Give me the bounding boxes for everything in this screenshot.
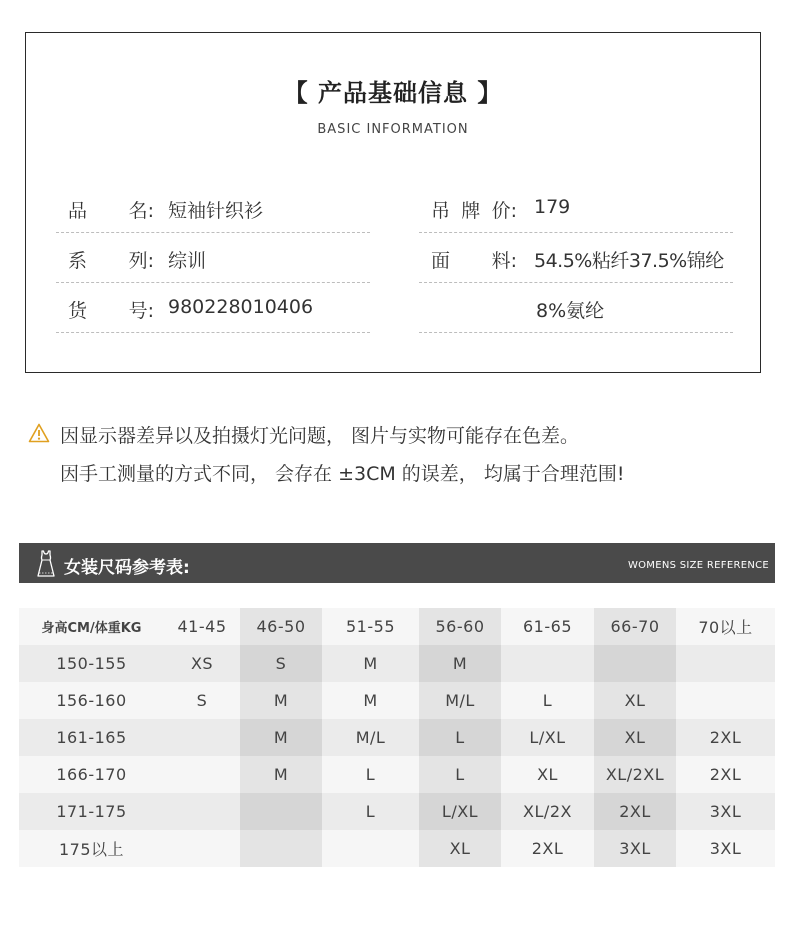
size-cell	[240, 793, 322, 830]
height-cell: 171-175	[19, 793, 164, 830]
height-cell: 175以上	[19, 830, 164, 867]
info-row-fabric	[419, 233, 733, 283]
size-cell: XL/2X	[501, 793, 594, 830]
size-cell: M	[419, 645, 501, 682]
size-cell	[676, 645, 775, 682]
table-row	[19, 719, 775, 756]
size-chart-subtitle: WOMENS SIZE REFERENCE	[627, 560, 769, 571]
weight-header: 41-45	[164, 608, 240, 645]
size-table	[19, 608, 775, 867]
size-cell	[240, 830, 322, 867]
info-label: 货 号:	[68, 300, 154, 322]
size-cell: 3XL	[594, 830, 676, 867]
size-cell	[501, 645, 594, 682]
weight-header: 66-70	[594, 608, 676, 645]
size-cell: 2XL	[501, 830, 594, 867]
size-cell: L	[322, 756, 419, 793]
info-label: 吊 牌 价:	[431, 200, 517, 222]
size-cell: XL	[501, 756, 594, 793]
size-cell	[164, 793, 240, 830]
info-value-item-no: 980228010406	[168, 296, 314, 318]
size-cell: 2XL	[676, 719, 775, 756]
weight-header: 51-55	[322, 608, 419, 645]
height-cell: 166-170	[19, 756, 164, 793]
size-cell: M	[322, 645, 419, 682]
dress-icon	[37, 550, 55, 577]
info-title: 【 产品基础信息 】	[283, 79, 503, 107]
size-cell	[164, 719, 240, 756]
info-row-name	[56, 183, 370, 233]
size-cell	[676, 682, 775, 719]
size-cell	[322, 830, 419, 867]
size-cell: M/L	[322, 719, 419, 756]
basic-info-panel	[25, 32, 761, 373]
info-subtitle: BASIC INFORMATION	[317, 122, 469, 137]
info-value-name: 短袖针织衫	[168, 200, 264, 222]
size-cell: 2XL	[676, 756, 775, 793]
corner-label: 身高CM/体重KG	[19, 608, 164, 645]
info-label: 面 料:	[431, 250, 517, 272]
size-cell: L	[419, 719, 501, 756]
size-cell: 2XL	[594, 793, 676, 830]
notice-line-1: 因显示器差异以及拍摄灯光问题， 图片与实物可能存在色差。	[60, 425, 580, 447]
size-cell: L	[419, 756, 501, 793]
weight-header: 61-65	[501, 608, 594, 645]
weight-header: 56-60	[419, 608, 501, 645]
info-row-price	[419, 183, 733, 233]
size-cell: XL/2XL	[594, 756, 676, 793]
size-cell: L	[501, 682, 594, 719]
size-cell: M	[240, 719, 322, 756]
info-label: 品 名:	[68, 200, 154, 222]
weight-header: 46-50	[240, 608, 322, 645]
size-cell: XL	[594, 682, 676, 719]
size-cell	[164, 830, 240, 867]
info-value-series: 综训	[168, 250, 207, 272]
weight-header: 70以上	[676, 608, 775, 645]
table-row	[19, 756, 775, 793]
info-row-series	[56, 233, 370, 283]
table-row	[19, 793, 775, 830]
size-cell: M	[322, 682, 419, 719]
info-value-price: 179	[534, 196, 571, 218]
table-row	[19, 682, 775, 719]
size-cell: S	[240, 645, 322, 682]
height-cell: 156-160	[19, 682, 164, 719]
height-cell: 161-165	[19, 719, 164, 756]
info-value-fabric-cont: 8%氨纶	[536, 300, 605, 322]
size-cell: L/XL	[419, 793, 501, 830]
size-cell	[594, 645, 676, 682]
warning-triangle-icon	[28, 423, 50, 443]
size-cell: L	[322, 793, 419, 830]
size-cell: 3XL	[676, 830, 775, 867]
size-cell: XS	[164, 645, 240, 682]
size-cell: S	[164, 682, 240, 719]
size-cell: XL	[594, 719, 676, 756]
info-row-item-no	[56, 283, 370, 333]
info-label: 系 列:	[68, 250, 154, 272]
size-cell: 3XL	[676, 793, 775, 830]
size-cell: L/XL	[501, 719, 594, 756]
size-cell	[164, 756, 240, 793]
size-cell: XL	[419, 830, 501, 867]
table-row	[19, 645, 775, 682]
table-row	[19, 830, 775, 867]
info-value-fabric: 54.5%粘纤37.5%锦纶	[534, 250, 724, 272]
size-chart-header	[19, 543, 775, 583]
size-cell: M/L	[419, 682, 501, 719]
size-chart-title: 女装尺码参考表:	[64, 558, 190, 578]
info-row-fabric-cont	[419, 283, 733, 333]
table-header-row	[19, 608, 775, 645]
height-cell: 150-155	[19, 645, 164, 682]
notice-line-2: 因手工测量的方式不同， 会存在 ±3CM 的误差， 均属于合理范围!	[60, 463, 625, 485]
size-cell: M	[240, 756, 322, 793]
size-cell: M	[240, 682, 322, 719]
